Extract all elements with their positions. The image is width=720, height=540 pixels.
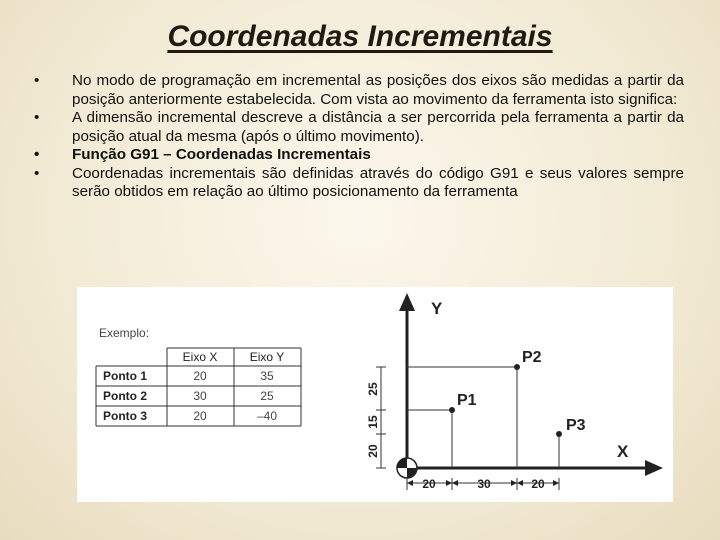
- bullet-text: Função G91 – Coordenadas Incrementais: [72, 146, 371, 163]
- bullet-item: [34, 165, 684, 202]
- example-figure: [77, 287, 673, 502]
- bullet-text: Coordenadas incrementais são definidas através do código G91 e seus valores sempre serão obtidos em relação ao último posicionamento da ferramenta: [72, 164, 684, 200]
- table-cell: 25: [260, 389, 274, 403]
- example-label: Exemplo:: [99, 326, 150, 340]
- bullet-text: A dimensão incremental descreve a distância a ser percorrida pela ferramenta a partir da posição atual da mesma (após o último movimento).: [72, 109, 684, 145]
- dimension-label: 20: [531, 477, 545, 491]
- bullet-item: [34, 109, 684, 146]
- table-cell: 30: [193, 389, 207, 403]
- point-label: P1: [457, 392, 477, 409]
- bullet-list: [34, 72, 684, 202]
- dimension-label: 30: [477, 477, 491, 491]
- table-row-label: Ponto 2: [103, 389, 147, 403]
- dimension-label: 15: [366, 415, 380, 429]
- bullet-dot: •: [34, 109, 40, 126]
- dimension-label: 20: [422, 477, 436, 491]
- bullet-item: [34, 146, 684, 165]
- y-axis-label: Y: [431, 299, 443, 318]
- table-cell: 20: [193, 369, 207, 383]
- bullet-item: [34, 72, 684, 109]
- table-row-label: Ponto 3: [103, 409, 147, 423]
- dimension-label: 20: [366, 444, 380, 458]
- x-axis-arrow-icon: [645, 460, 663, 476]
- y-axis-arrow-icon: [399, 293, 415, 311]
- bullet-dot: •: [34, 164, 40, 182]
- point-marker: [449, 407, 455, 413]
- bullet-text: No modo de programação em incremental as posições dos eixos são medidas a partir da posição anteriormente estabelecida. Com vista ao movimento da ferramenta isto significa:: [72, 72, 684, 108]
- x-axis-label: X: [617, 442, 629, 461]
- table-cell: 35: [260, 369, 274, 383]
- origin-icon: [397, 458, 417, 478]
- table-row-label: Ponto 1: [103, 369, 147, 383]
- slide-title: Coordenadas Incrementais: [167, 20, 553, 53]
- coordinate-diagram: [366, 293, 663, 491]
- table-header: Eixo X: [182, 350, 218, 364]
- table-cell: –40: [256, 409, 278, 423]
- point-marker: [514, 364, 520, 370]
- bullet-dot: •: [34, 72, 40, 89]
- point-label: P3: [566, 417, 586, 434]
- bullet-dot: •: [34, 146, 40, 163]
- dimension-label: 25: [366, 382, 380, 396]
- table-header: Eixo Y: [249, 350, 285, 364]
- point-marker: [556, 431, 562, 437]
- point-label: P2: [522, 349, 542, 366]
- table-cell: 20: [193, 409, 207, 423]
